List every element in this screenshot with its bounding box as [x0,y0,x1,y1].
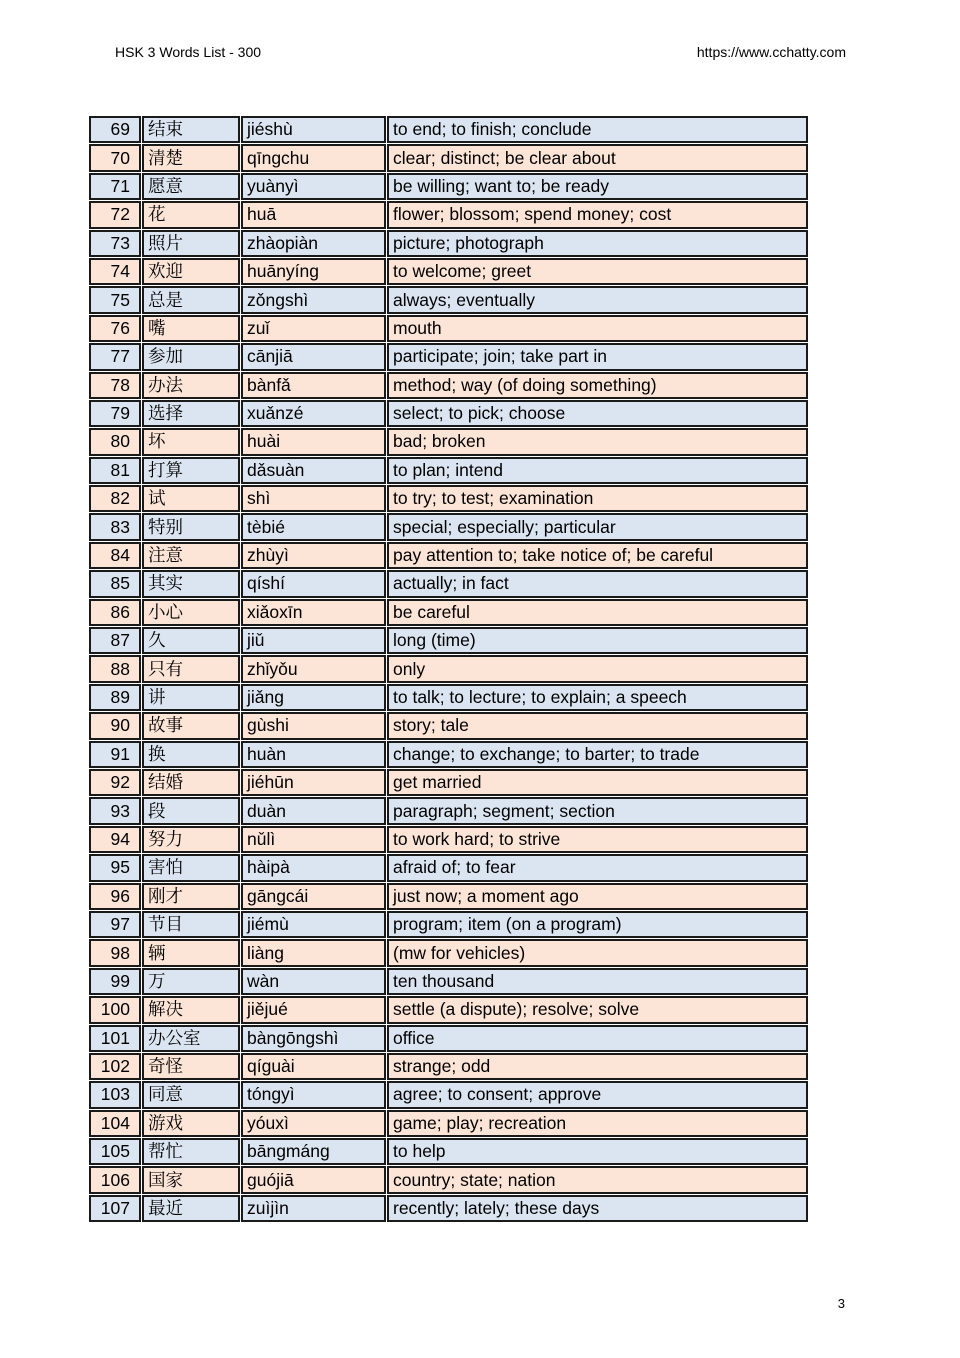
word-meaning: be careful [387,599,808,626]
word-pinyin: zǒngshì [241,286,386,313]
word-row [89,286,808,313]
word-pinyin: qíshí [241,570,386,597]
word-number: 78 [89,372,141,399]
word-number: 76 [89,315,141,342]
word-pinyin: bàngōngshì [241,1025,386,1052]
word-meaning: agree; to consent; approve [387,1081,808,1108]
word-number: 99 [89,968,141,995]
word-pinyin: yuànyì [241,173,386,200]
word-pinyin: bànfǎ [241,372,386,399]
word-number: 74 [89,258,141,285]
word-meaning: pay attention to; take notice of; be careful [387,542,808,569]
word-meaning: mouth [387,315,808,342]
word-row [89,797,808,824]
word-hanzi: 打算 [142,457,240,484]
word-number: 69 [89,116,141,143]
word-pinyin: huài [241,428,386,455]
word-pinyin: wàn [241,968,386,995]
word-hanzi: 办法 [142,372,240,399]
word-number: 71 [89,173,141,200]
word-hanzi: 解决 [142,996,240,1023]
word-meaning: picture; photograph [387,230,808,257]
word-row [89,230,808,257]
word-hanzi: 讲 [142,684,240,711]
word-meaning: actually; in fact [387,570,808,597]
word-pinyin: shì [241,485,386,512]
word-hanzi: 久 [142,627,240,654]
word-number: 96 [89,883,141,910]
word-hanzi: 办公室 [142,1025,240,1052]
word-hanzi: 害怕 [142,854,240,881]
word-hanzi: 选择 [142,400,240,427]
word-row [89,343,808,370]
word-number: 107 [89,1195,141,1222]
word-pinyin: qīngchu [241,144,386,171]
word-row [89,315,808,342]
word-hanzi: 刚才 [142,883,240,910]
word-meaning: office [387,1025,808,1052]
word-number: 91 [89,741,141,768]
word-pinyin: hàipà [241,854,386,881]
word-hanzi: 段 [142,797,240,824]
word-number: 77 [89,343,141,370]
word-number: 73 [89,230,141,257]
word-pinyin: guójiā [241,1166,386,1193]
word-hanzi: 努力 [142,826,240,853]
word-meaning: afraid of; to fear [387,854,808,881]
word-row [89,1110,808,1137]
word-hanzi: 最近 [142,1195,240,1222]
word-pinyin: jiéhūn [241,769,386,796]
word-pinyin: zhùyì [241,542,386,569]
word-meaning: program; item (on a program) [387,911,808,938]
word-number: 87 [89,627,141,654]
word-hanzi: 坏 [142,428,240,455]
page-header [115,44,846,60]
word-row [89,854,808,881]
word-pinyin: bāngmáng [241,1138,386,1165]
word-hanzi: 愿意 [142,173,240,200]
word-hanzi: 换 [142,741,240,768]
word-row [89,570,808,597]
word-number: 79 [89,400,141,427]
word-hanzi: 帮忙 [142,1138,240,1165]
word-pinyin: jiǎng [241,684,386,711]
word-meaning: to end; to finish; conclude [387,116,808,143]
word-meaning: to plan; intend [387,457,808,484]
word-row [89,1053,808,1080]
word-pinyin: tóngyì [241,1081,386,1108]
word-hanzi: 国家 [142,1166,240,1193]
word-meaning: to work hard; to strive [387,826,808,853]
word-hanzi: 清楚 [142,144,240,171]
word-number: 106 [89,1166,141,1193]
word-row [89,372,808,399]
word-meaning: clear; distinct; be clear about [387,144,808,171]
word-meaning: settle (a dispute); resolve; solve [387,996,808,1023]
word-meaning: special; especially; particular [387,513,808,540]
word-row [89,1081,808,1108]
word-meaning: (mw for vehicles) [387,939,808,966]
word-pinyin: qíguài [241,1053,386,1080]
word-meaning: flower; blossom; spend money; cost [387,201,808,228]
word-hanzi: 欢迎 [142,258,240,285]
word-hanzi: 节目 [142,911,240,938]
word-hanzi: 试 [142,485,240,512]
word-meaning: change; to exchange; to barter; to trade [387,741,808,768]
word-pinyin: zuìjìn [241,1195,386,1222]
word-hanzi: 参加 [142,343,240,370]
word-meaning: long (time) [387,627,808,654]
word-pinyin: xuǎnzé [241,400,386,427]
word-hanzi: 嘴 [142,315,240,342]
word-pinyin: tèbié [241,513,386,540]
page-footer [838,1296,845,1311]
word-row [89,769,808,796]
word-number: 95 [89,854,141,881]
word-pinyin: jiémù [241,911,386,938]
word-hanzi: 游戏 [142,1110,240,1137]
word-number: 92 [89,769,141,796]
word-row [89,883,808,910]
word-number: 75 [89,286,141,313]
word-pinyin: huā [241,201,386,228]
word-pinyin: jiéshù [241,116,386,143]
word-row [89,627,808,654]
word-hanzi: 结婚 [142,769,240,796]
word-row [89,116,808,143]
word-row [89,542,808,569]
document-title: HSK 3 Words List - 300 [115,44,262,60]
word-row [89,1166,808,1193]
word-pinyin: duàn [241,797,386,824]
word-meaning: just now; a moment ago [387,883,808,910]
word-row [89,201,808,228]
word-number: 85 [89,570,141,597]
word-hanzi: 故事 [142,712,240,739]
word-number: 94 [89,826,141,853]
word-hanzi: 万 [142,968,240,995]
word-number: 86 [89,599,141,626]
word-meaning: game; play; recreation [387,1110,808,1137]
word-number: 104 [89,1110,141,1137]
word-number: 70 [89,144,141,171]
word-pinyin: xiǎoxīn [241,599,386,626]
word-number: 81 [89,457,141,484]
word-meaning: story; tale [387,712,808,739]
word-number: 102 [89,1053,141,1080]
word-pinyin: yóuxì [241,1110,386,1137]
word-meaning: to talk; to lecture; to explain; a speech [387,684,808,711]
word-hanzi: 花 [142,201,240,228]
word-meaning: recently; lately; these days [387,1195,808,1222]
word-meaning: country; state; nation [387,1166,808,1193]
word-hanzi: 同意 [142,1081,240,1108]
word-number: 82 [89,485,141,512]
page-number: 3 [837,1296,845,1311]
word-hanzi: 注意 [142,542,240,569]
word-row [89,144,808,171]
word-hanzi: 只有 [142,655,240,682]
word-pinyin: cānjiā [241,343,386,370]
word-meaning: method; way (of doing something) [387,372,808,399]
word-row [89,741,808,768]
words-table-body [89,116,808,1222]
word-hanzi: 总是 [142,286,240,313]
word-meaning: be willing; want to; be ready [387,173,808,200]
word-meaning: get married [387,769,808,796]
word-hanzi: 其实 [142,570,240,597]
word-hanzi: 辆 [142,939,240,966]
word-pinyin: nǔlì [241,826,386,853]
word-pinyin: jiějué [241,996,386,1023]
word-hanzi: 特别 [142,513,240,540]
word-row [89,996,808,1023]
word-number: 84 [89,542,141,569]
word-pinyin: gāngcái [241,883,386,910]
word-meaning: only [387,655,808,682]
word-meaning: to welcome; greet [387,258,808,285]
word-hanzi: 照片 [142,230,240,257]
word-number: 103 [89,1081,141,1108]
word-row [89,1195,808,1222]
word-row [89,911,808,938]
word-meaning: bad; broken [387,428,808,455]
word-pinyin: huàn [241,741,386,768]
word-pinyin: gùshi [241,712,386,739]
word-number: 100 [89,996,141,1023]
word-pinyin: zuǐ [241,315,386,342]
word-meaning: ten thousand [387,968,808,995]
word-row [89,428,808,455]
word-row [89,655,808,682]
word-number: 89 [89,684,141,711]
word-pinyin: liàng [241,939,386,966]
word-row [89,599,808,626]
word-row [89,400,808,427]
word-row [89,1025,808,1052]
word-pinyin: dǎsuàn [241,457,386,484]
word-number: 83 [89,513,141,540]
word-number: 105 [89,1138,141,1165]
word-number: 88 [89,655,141,682]
word-meaning: select; to pick; choose [387,400,808,427]
word-number: 72 [89,201,141,228]
word-number: 98 [89,939,141,966]
word-meaning: participate; join; take part in [387,343,808,370]
word-row [89,939,808,966]
word-row [89,968,808,995]
word-hanzi: 小心 [142,599,240,626]
word-row [89,485,808,512]
word-row [89,1138,808,1165]
word-row [89,513,808,540]
word-row [89,826,808,853]
word-meaning: paragraph; segment; section [387,797,808,824]
source-url: https://www.cchatty.com [696,44,846,60]
word-number: 80 [89,428,141,455]
words-table [88,115,809,1223]
word-row [89,712,808,739]
word-number: 101 [89,1025,141,1052]
word-number: 90 [89,712,141,739]
word-pinyin: jiǔ [241,627,386,654]
word-number: 93 [89,797,141,824]
word-meaning: to try; to test; examination [387,485,808,512]
word-row [89,258,808,285]
word-row [89,173,808,200]
word-pinyin: zhǐyǒu [241,655,386,682]
word-number: 97 [89,911,141,938]
word-row [89,684,808,711]
word-meaning: always; eventually [387,286,808,313]
word-hanzi: 奇怪 [142,1053,240,1080]
word-meaning: strange; odd [387,1053,808,1080]
word-hanzi: 结束 [142,116,240,143]
word-meaning: to help [387,1138,808,1165]
word-pinyin: zhàopiàn [241,230,386,257]
word-pinyin: huānyíng [241,258,386,285]
word-row [89,457,808,484]
